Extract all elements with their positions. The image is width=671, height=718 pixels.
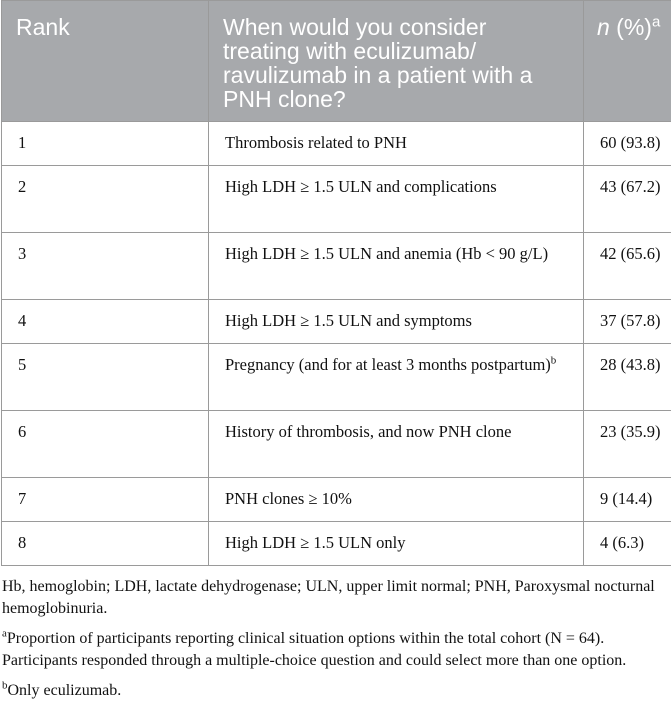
row-rank: 8 xyxy=(2,522,209,566)
footnote-b-mark: b xyxy=(2,679,8,692)
table-body xyxy=(2,122,671,566)
row-situation xyxy=(209,344,584,411)
row-n: 4 (6.3) xyxy=(584,522,671,566)
row-situation: High LDH ≥ 1.5 ULN and anemia (Hb < 90 g/L) xyxy=(209,233,584,300)
table-footnotes xyxy=(0,566,671,702)
row-n: 42 (65.6) xyxy=(584,233,671,300)
table-row xyxy=(2,300,671,344)
row-rank: 3 xyxy=(2,233,209,300)
header-n-sup: a xyxy=(651,13,661,31)
row-n: 9 (14.4) xyxy=(584,478,671,522)
footnote-b xyxy=(2,680,667,702)
table-row xyxy=(2,411,671,478)
row-situation-sup: b xyxy=(550,354,557,367)
row-n: 60 (93.8) xyxy=(584,122,671,166)
row-situation: High LDH ≥ 1.5 ULN only xyxy=(209,522,584,566)
footnote-b-text: Only eculizumab. xyxy=(7,682,122,699)
row-n: 28 (43.8) xyxy=(584,344,671,411)
row-rank: 7 xyxy=(2,478,209,522)
results-table xyxy=(1,0,671,566)
row-situation: High LDH ≥ 1.5 ULN and symptoms xyxy=(209,300,584,344)
row-n: 23 (35.9) xyxy=(584,411,671,478)
header-question: When would you consider treating with eculizumab/ ravulizumab in a patient with a PNH clone? xyxy=(209,1,584,122)
footnote-abbreviations: Hb, hemoglobin; LDH, lactate dehydrogenase; ULN, upper limit normal; PNH, Paroxysmal nocturnal hemoglobinuria. xyxy=(2,578,655,617)
row-n: 43 (67.2) xyxy=(584,166,671,233)
row-situation: High LDH ≥ 1.5 ULN and complications xyxy=(209,166,584,233)
table-row xyxy=(2,478,671,522)
table-row xyxy=(2,122,671,166)
footnote-a xyxy=(2,628,667,672)
row-rank: 5 xyxy=(2,344,209,411)
row-rank: 4 xyxy=(2,300,209,344)
row-situation: Thrombosis related to PNH xyxy=(209,122,584,166)
row-situation: History of thrombosis, and now PNH clone xyxy=(209,411,584,478)
row-rank: 6 xyxy=(2,411,209,478)
row-n: 37 (57.8) xyxy=(584,300,671,344)
header-n-italic: n xyxy=(597,14,610,40)
table-row xyxy=(2,344,671,411)
table-row xyxy=(2,522,671,566)
row-situation: PNH clones ≥ 10% xyxy=(209,478,584,522)
header-n-rest: (%) xyxy=(609,14,652,40)
row-situation-text: Pregnancy (and for at least 3 months postpartum) xyxy=(225,355,551,374)
footnote-a-text: Proportion of participants reporting clinical situation options within the total cohort (N = 64). Participants responded through a multiple-choice question and could select more than one option. xyxy=(2,630,627,669)
header-n-percent xyxy=(584,1,671,122)
row-rank: 1 xyxy=(2,122,209,166)
row-rank: 2 xyxy=(2,166,209,233)
table-row xyxy=(2,166,671,233)
header-rank: Rank xyxy=(2,1,209,122)
table-header xyxy=(2,1,671,122)
footnote-a-mark: a xyxy=(2,627,7,640)
table-row xyxy=(2,233,671,300)
header-row xyxy=(2,1,671,122)
